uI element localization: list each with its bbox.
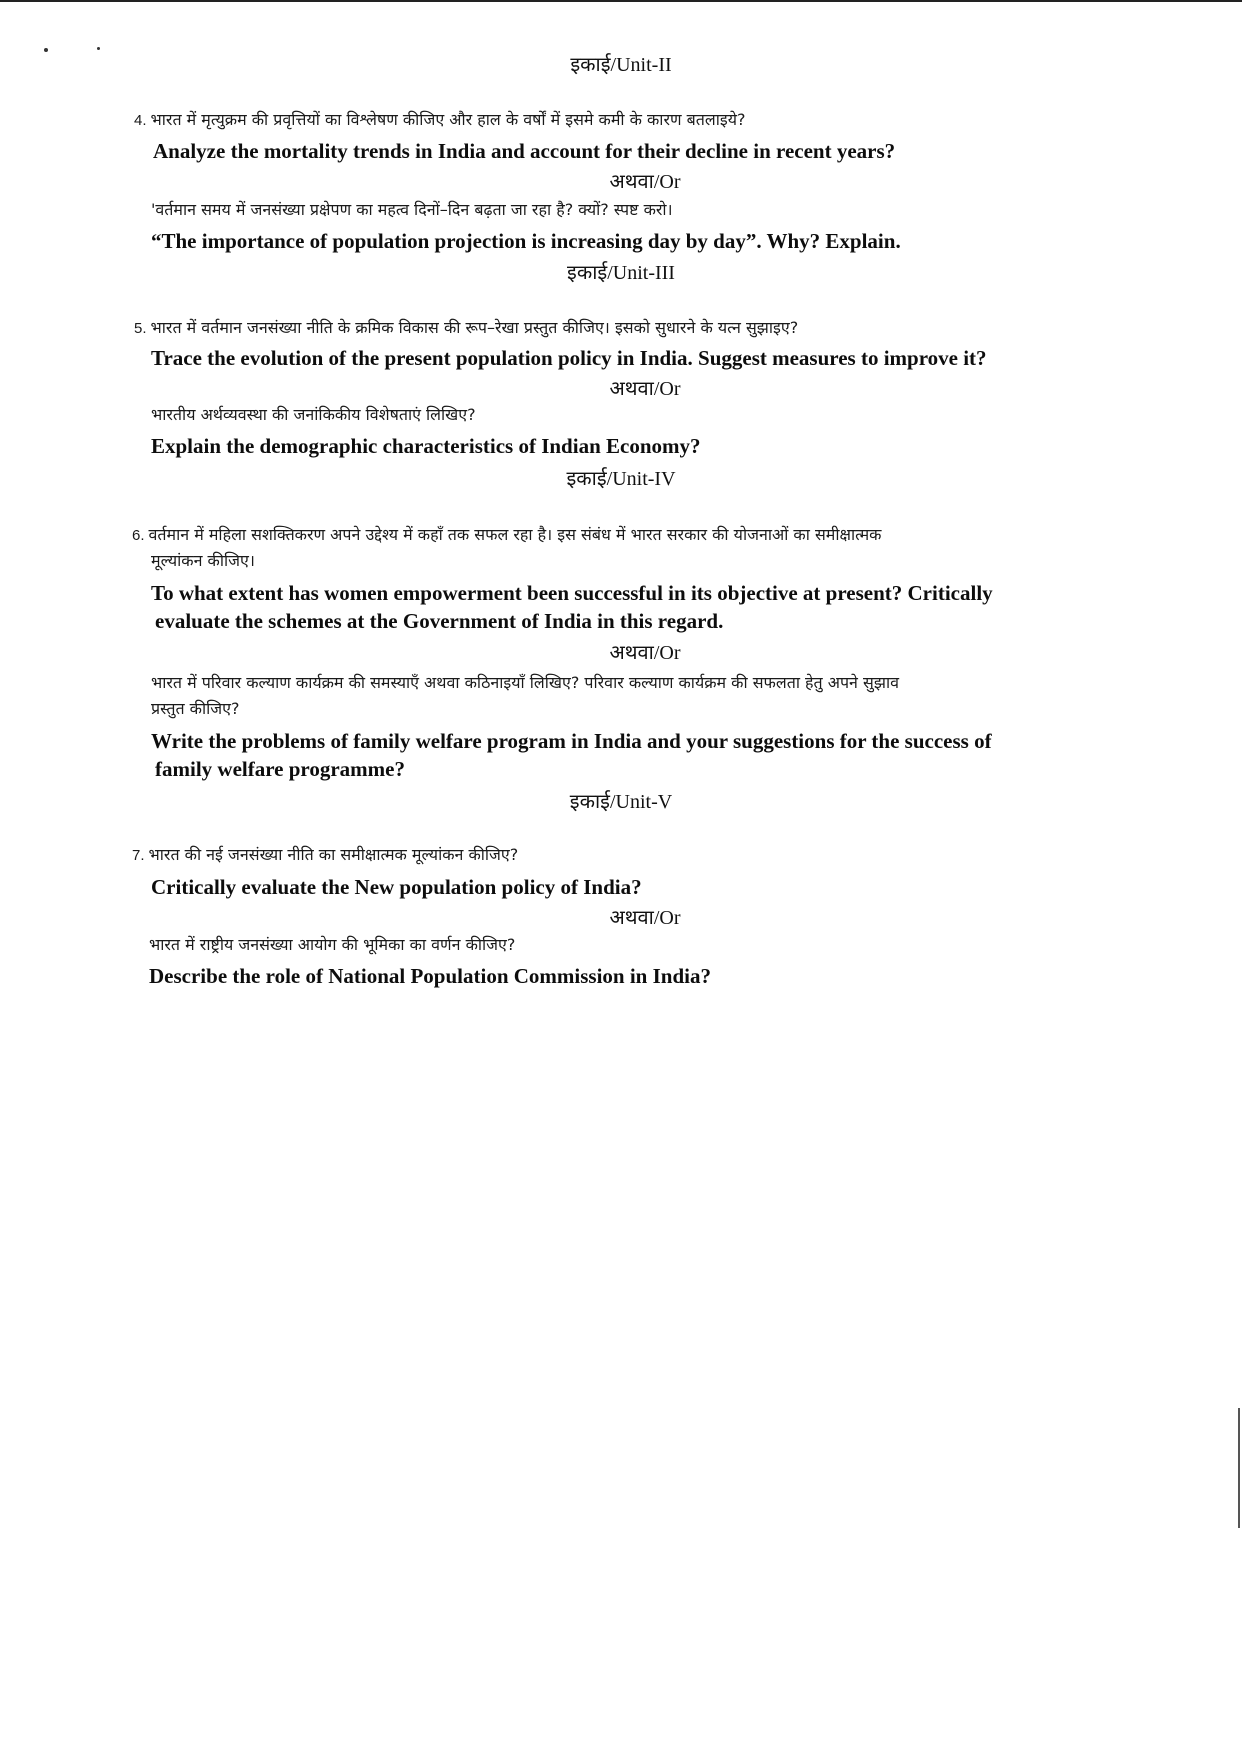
unit-heading: इकाई/Unit-II — [570, 54, 672, 76]
unit-heading: इकाई/Unit-IV — [566, 468, 676, 490]
question-number: 5. — [134, 320, 147, 337]
question-hindi — [132, 841, 518, 869]
question-number: 7. — [132, 847, 145, 864]
alternate-english: Explain the demographic characteristics of Indian Economy? — [151, 434, 701, 458]
scan-edge-mark — [1238, 1408, 1240, 1528]
question-english: Analyze the mortality trends in India and account for their decline in recent years? — [153, 139, 896, 163]
question-hindi-text: वर्तमान में महिला सशक्तिकरण अपने उद्देश्य में कहाँ तक सफल रहा है। इस संबंध में भारत सरकार की योजनाओं का समीक्षात्मक — [148, 525, 882, 544]
question-hindi — [132, 521, 881, 549]
unit-heading: इकाई/Unit-V — [569, 791, 673, 813]
or-separator: अथवा/Or — [609, 907, 681, 929]
alternate-hindi: भारत में परिवार कल्याण कार्यक्रम की समस्याएँ अथवा कठिनाइयाँ लिखिए? परिवार कल्याण कार्यक्रम की सफलता हेतु अपने सुझाव — [151, 673, 899, 692]
question-hindi-text: भारत की नई जनसंख्या नीति का समीक्षात्मक मूल्यांकन कीजिए? — [148, 845, 519, 864]
question-english: Trace the evolution of the present population policy in India. Suggest measures to improve it? — [151, 346, 987, 370]
alternate-hindi: भारतीय अर्थव्यवस्था की जनांकिकीय विशेषताएं लिखिए? — [151, 405, 476, 424]
alternate-english: “The importance of population projection is increasing day by day”. Why? Explain. — [151, 229, 901, 253]
question-hindi-text: भारत में वर्तमान जनसंख्या नीति के क्रमिक विकास की रूप–रेखा प्रस्तुत कीजिए। इसको सुधारने के यत्न सुझाइए? — [150, 318, 799, 337]
question-hindi — [134, 106, 746, 134]
question-hindi-continued: मूल्यांकन कीजिए। — [151, 551, 255, 570]
or-separator: अथवा/Or — [609, 378, 681, 400]
alternate-english: Describe the role of National Population Commission in India? — [149, 964, 711, 988]
alternate-hindi-continued: प्रस्तुत कीजिए? — [151, 699, 240, 718]
unit-heading: इकाई/Unit-III — [567, 262, 675, 284]
question-english-continued: evaluate the schemes at the Government of India in this regard. — [155, 609, 724, 633]
scan-top-edge — [0, 0, 1242, 2]
question-number: 4. — [134, 112, 147, 129]
alternate-hindi: भारत में राष्ट्रीय जनसंख्या आयोग की भूमिका का वर्णन कीजिए? — [149, 935, 516, 954]
alternate-hindi: 'वर्तमान समय में जनसंख्या प्रक्षेपण का महत्व दिनों–दिन बढ़ता जा रहा है? क्यों? स्पष्ट करो। — [151, 200, 673, 219]
question-number: 6. — [132, 527, 145, 544]
or-separator: अथवा/Or — [609, 642, 681, 664]
question-hindi — [134, 314, 798, 342]
alternate-english-continued: family welfare programme? — [155, 757, 405, 781]
question-hindi-text: भारत में मृत्युक्रम की प्रवृत्तियों का विश्लेषण कीजिए और हाल के वर्षों में इसमे कमी के कारण बतलाइये? — [150, 110, 746, 129]
or-separator: अथवा/Or — [609, 171, 681, 193]
alternate-english: Write the problems of family welfare program in India and your suggestions for the success of — [151, 729, 992, 753]
question-english: To what extent has women empowerment been successful in its objective at present? Critically — [151, 581, 993, 605]
question-english: Critically evaluate the New population policy of India? — [151, 875, 642, 899]
